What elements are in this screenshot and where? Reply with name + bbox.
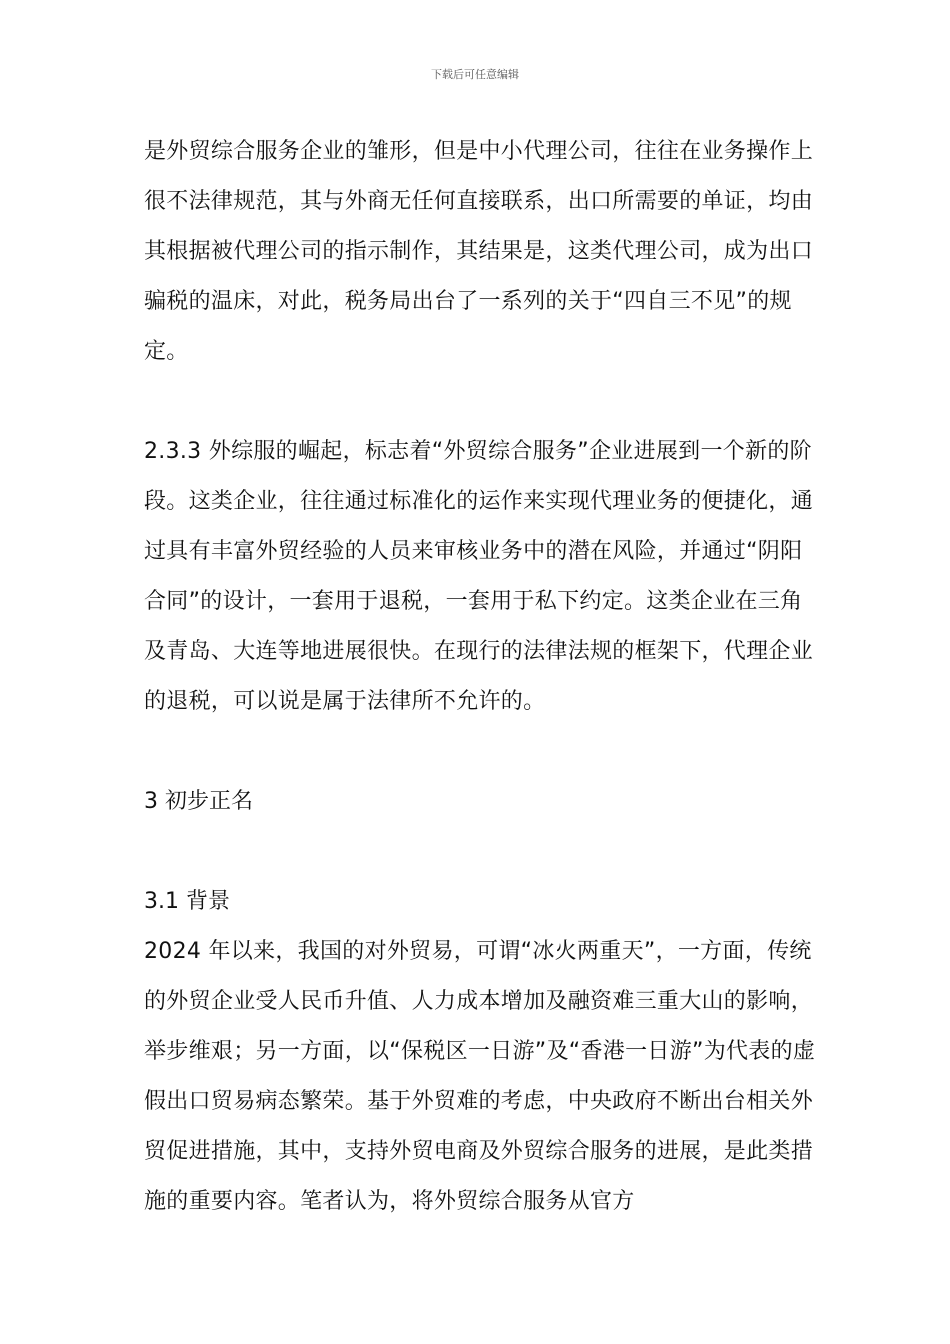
document-body [144,127,824,1227]
paragraph-agency-origins: 是外贸综合服务企业的雏形，但是中小代理公司，往往在业务操作上很不法律规范，其与外商无任何直接联系，出口所需要的单证，均由其根据被代理公司的指示制作，其结果是，这类代理公司，成为出口骗税的温床，对此，税务局出台了一系列的关于“四自三不见”的规定。 [144,139,814,364]
subsection-heading-3-1: 3.1 背景 [144,889,230,914]
paragraph-spacer [144,377,824,427]
paragraph-section-2-3-3: 2.3.3 外综服的崛起，标志着“外贸综合服务”企业进展到一个新的阶段。这类企业，往往通过标准化的运作来实现代理业务的便捷化，通过具有丰富外贸经验的人员来审核业务中的潜在风险，并通过“阴阳合同”的设计，一套用于退税，一套用于私下约定。这类企业在三角及青岛、大连等地进展很快。在现行的法律法规的框架下，代理企业的退税，可以说是属于法律所不允许的。 [144,439,814,714]
paragraph-spacer [144,827,824,877]
paragraph-spacer [144,727,824,777]
section-heading-3: 3 初步正名 [144,789,253,814]
paragraph-background: 2024 年以来，我国的对外贸易，可谓“冰火两重天”，一方面，传统的外贸企业受人民币升值、人力成本增加及融资难三重大山的影响，举步维艰；另一方面，以“保税区一日游”及“香港一日游”为代表的虚假出口贸易病态繁荣。基于外贸难的考虑，中央政府不断出台相关外贸促进措施，其中，支持外贸电商及外贸综合服务的进展，是此类措施的重要内容。笔者认为，将外贸综合服务从官方 [144,939,816,1214]
page-header-note: 下载后可任意编辑 [431,68,519,81]
